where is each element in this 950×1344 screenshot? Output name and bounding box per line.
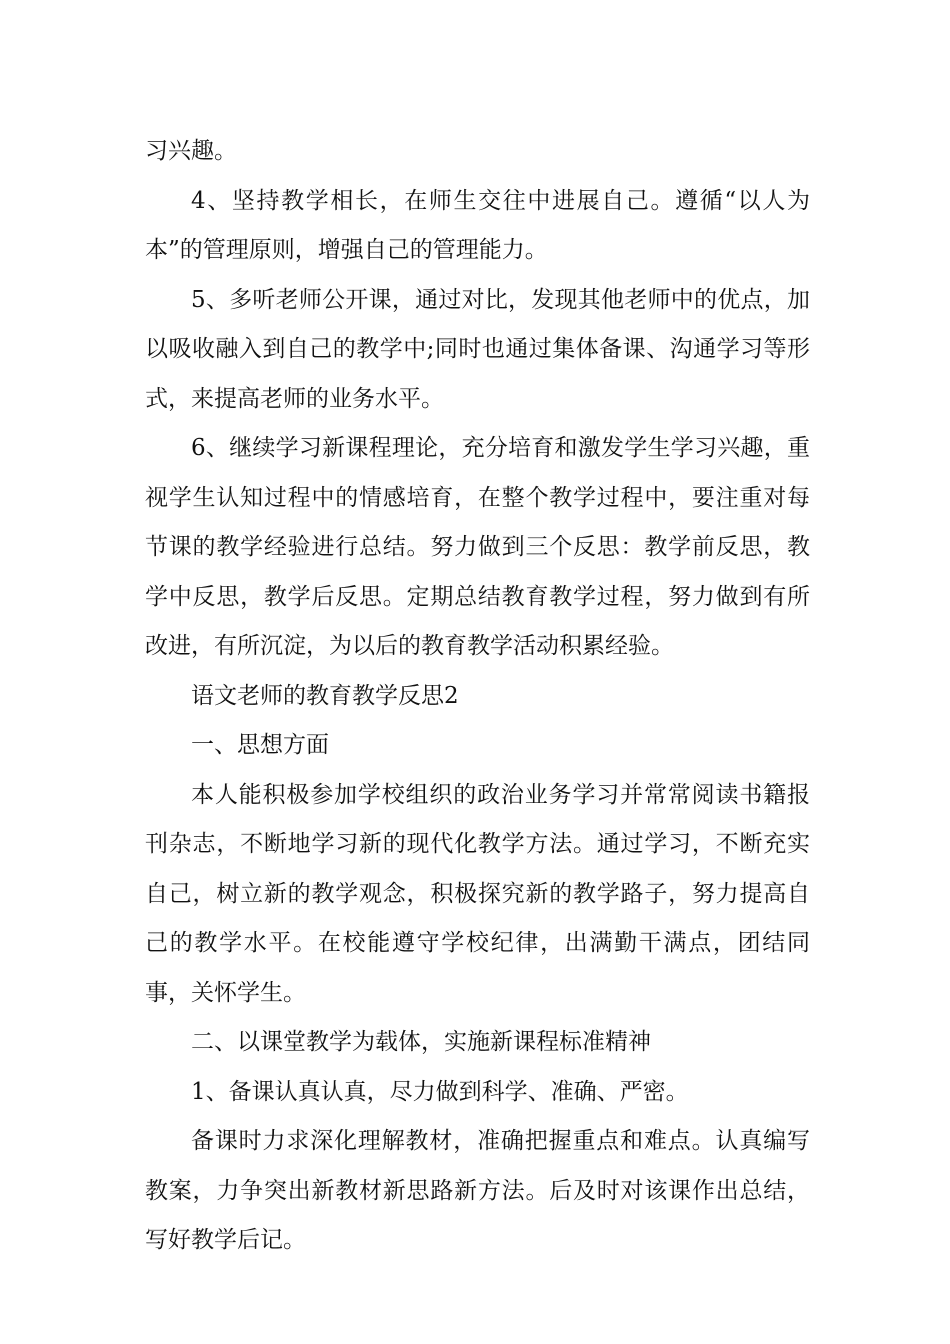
paragraph-item-6: 6、继续学习新课程理论，充分培育和激发学生学习兴趣，重视学生认知过程中的情感培育，在整个教学过程中，要注重对每节课的教学经验进行总结。努力做到三个反思：教学前反思，教学中反思，教学后反思。定期总结教育教学过程，努力做到有所改进，有所沉淀，为以后的教育教学活动积累经验。	[145, 435, 810, 659]
paragraph-item-5: 5、多听老师公开课，通过对比，发现其他老师中的优点，加以吸收融入到自己的教学中;同时也通过集体备课、沟通学习等形式，来提高老师的业务水平。	[145, 286, 810, 412]
heading-classroom: 二、以课堂教学为载体，实施新课程标准精神	[191, 1029, 651, 1055]
paragraph-prep-item-1: 1、备课认真认真，尽力做到科学、准确、严密。	[191, 1078, 689, 1105]
document-body	[145, 127, 810, 1266]
heading-thought: 一、思想方面	[191, 732, 329, 758]
paragraph-item-4: 4、坚持教学相长，在师生交往中进展自己。遵循“以人为本”的管理原则，增强自己的管理能力。	[145, 187, 810, 263]
paragraph-continuation: 习兴趣。	[145, 138, 237, 164]
section-title: 语文老师的教育教学反思2	[191, 682, 459, 709]
paragraph-thought-body: 本人能积极参加学校组织的政治业务学习并常常阅读书籍报刊杂志，不断地学习新的现代化教学方法。通过学习，不断充实自己，树立新的教学观念，积极探究新的教学路子，努力提高自己的教学水平。在校能遵守学校纪律，出满勤干满点，团结同事，关怀学生。	[145, 781, 810, 1006]
paragraph-prep-body: 备课时力求深化理解教材，准确把握重点和难点。认真编写教案，力争突出新教材新思路新方法。后及时对该课作出总结，写好教学后记。	[145, 1128, 810, 1253]
